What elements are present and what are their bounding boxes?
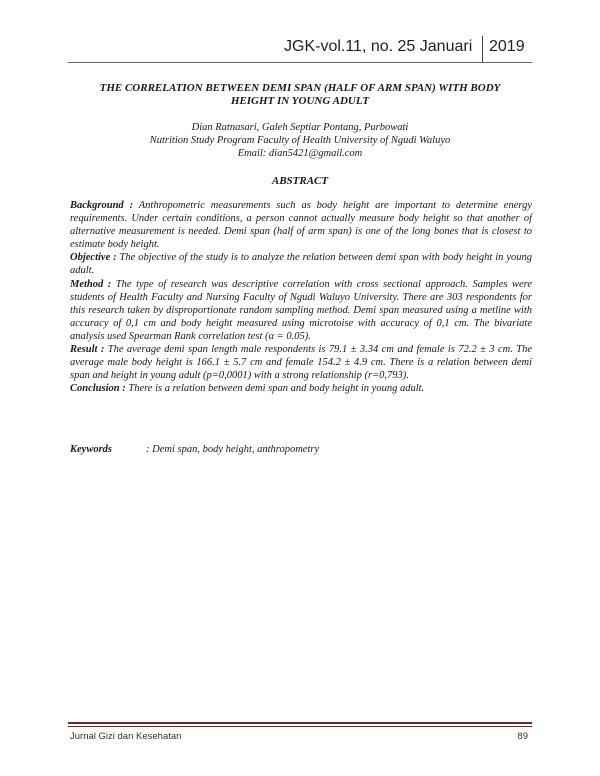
result-text: The average demi span length male respondents is 79.1 ± 3.34 cm and female is 72.2 ± 3 cm. The average male body height is 166.1 ± 5.7 cm and female 154.2 ± 4.9 cm. There is a relation between demi span and height in young adult (p=0,0001) with a strong relationship (r=0,793).: [70, 344, 532, 382]
footer-rule-thick: [68, 722, 532, 724]
author-block: [70, 121, 530, 160]
background-text: Anthropometric measurements such as body height are important to determine energy requirements. Under certain conditions, a person cannot actually measure body height so that another of alternative measurement is needed. Demi span (half of arm span) is one of the long bones that is closest to estimate body height.: [70, 200, 532, 251]
abstract-body: [70, 199, 532, 395]
keywords-line: [70, 444, 319, 455]
abstract-conclusion: [70, 382, 532, 395]
journal-header: JGK-vol.11, no. 25 Januari: [284, 38, 473, 55]
page-number: 89: [517, 731, 528, 742]
author-email: Email: dian5421@gmail.com: [237, 148, 363, 159]
method-label: Method :: [70, 278, 112, 290]
keywords-label: Keywords: [70, 444, 112, 455]
keywords-text: : Demi span, body height, anthropometry: [146, 444, 320, 455]
conclusion-text: There is a relation between demi span and body height in young adult.: [125, 383, 425, 395]
footer-rule-thin: [68, 726, 532, 727]
abstract-result: [70, 343, 532, 382]
result-label: Result :: [70, 344, 105, 356]
abstract-objective: [70, 251, 532, 277]
journal-year: 2019: [489, 38, 525, 55]
header-divider: [482, 36, 483, 62]
objective-label: Objective :: [70, 252, 117, 264]
footer-journal-name: Jurnal Gizi dan Kesehatan: [70, 731, 182, 742]
method-text: The type of research was descriptive correlation with cross sectional approach. Samples were students of Health Faculty and Nursing Faculty of Ngudi Waluyo University. There are 303 respondents for this research taken by disproportionate random sampling method. Demi span measured using a metline with accuracy of 0,1 cm and body height measured using microtoise with accuracy of 0,1 cm. The bivariate analysis used Spearman Rank correlation test (α = 0.05).: [70, 278, 533, 342]
header-rule: [68, 62, 532, 63]
title-line-1: THE CORRELATION BETWEEN DEMI SPAN (HALF OF ARM SPAN) WITH BODY: [99, 82, 501, 94]
abstract-background: [70, 199, 532, 251]
author-names: Dian Ratnasari, Galeh Septiar Pontang, Purbowati: [191, 122, 409, 133]
abstract-method: [70, 278, 532, 343]
objective-text: The objective of the study is to analyze the relation between demi span with body height in young adult.: [70, 252, 532, 277]
paper-title: [70, 82, 530, 108]
conclusion-label: Conclusion :: [70, 383, 126, 395]
author-affiliation: Nutrition Study Program Faculty of Health University of Ngudi Waluyo: [149, 135, 451, 146]
abstract-heading: ABSTRACT: [271, 175, 329, 187]
background-label: Background :: [70, 200, 134, 211]
title-line-2: HEIGHT IN YOUNG ADULT: [230, 95, 370, 107]
